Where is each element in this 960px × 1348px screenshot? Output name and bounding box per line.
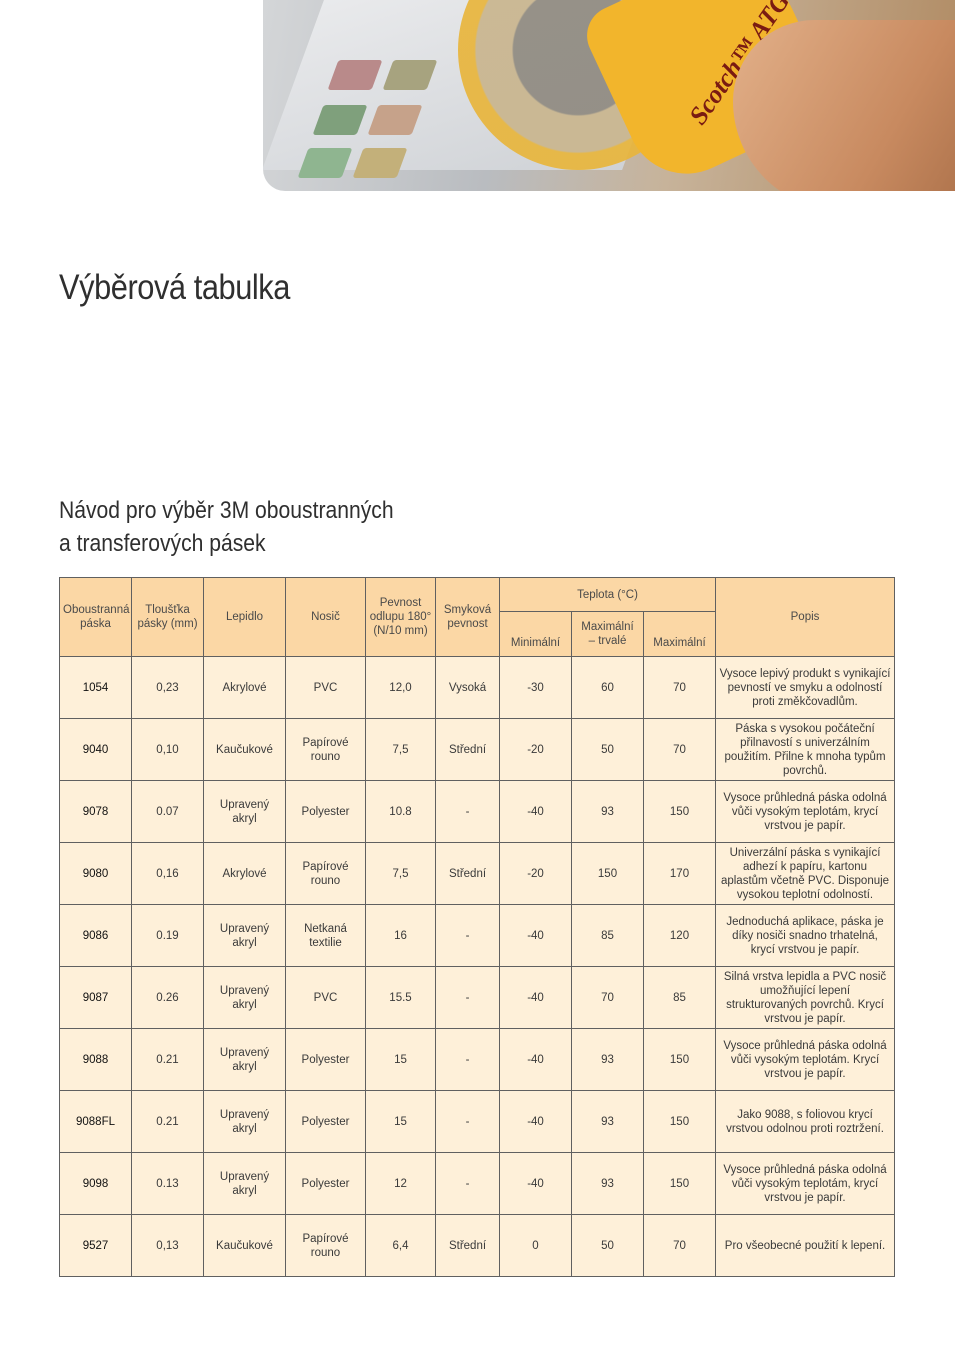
thickness-cell: 0.19 (132, 905, 204, 967)
temp-min-cell: -40 (500, 905, 572, 967)
thickness-cell: 0.26 (132, 967, 204, 1029)
temp-max-continuous-cell: 93 (572, 1091, 644, 1153)
header-adhesive: Lepidlo (204, 578, 286, 657)
table-row (60, 1091, 895, 1153)
shear-cell: - (436, 1029, 500, 1091)
carrier-cell: Papírové rouno (286, 1215, 366, 1277)
thickness-cell: 0.21 (132, 1091, 204, 1153)
carrier-cell: Papírové rouno (286, 719, 366, 781)
header-shear: Smyková pevnost (436, 578, 500, 657)
temp-max-cell: 170 (644, 843, 716, 905)
tape-code: 9086 (60, 905, 132, 967)
description-cell: Vysoce průhledná páska odolná vůči vysokým teplotám, krycí vrstvou je papír. (716, 1153, 895, 1215)
peel-cell: 15 (366, 1029, 436, 1091)
thickness-cell: 0.13 (132, 1153, 204, 1215)
temp-max-cell: 70 (644, 657, 716, 719)
table-row (60, 905, 895, 967)
temp-min-cell: -40 (500, 1029, 572, 1091)
page-title: Výběrová tabulka (59, 268, 290, 307)
tape-code: 9527 (60, 1215, 132, 1277)
tape-code: 9098 (60, 1153, 132, 1215)
temp-max-continuous-cell: 93 (572, 1153, 644, 1215)
adhesive-cell: Kaučukové (204, 1215, 286, 1277)
shear-cell: - (436, 1091, 500, 1153)
temp-max-cell: 150 (644, 781, 716, 843)
temp-min-cell: -40 (500, 967, 572, 1029)
thickness-cell: 0.21 (132, 1029, 204, 1091)
peel-cell: 6,4 (366, 1215, 436, 1277)
peel-cell: 15 (366, 1091, 436, 1153)
temp-min-cell: 0 (500, 1215, 572, 1277)
carrier-cell: Polyester (286, 1029, 366, 1091)
temp-min-cell: -40 (500, 781, 572, 843)
tape-code: 9080 (60, 843, 132, 905)
temp-min-cell: -20 (500, 843, 572, 905)
table-row (60, 1029, 895, 1091)
adhesive-cell: Upravený akryl (204, 1091, 286, 1153)
header-tape: Oboustranná páska (60, 578, 132, 657)
tape-code: 9088 (60, 1029, 132, 1091)
temp-min-cell: -40 (500, 1091, 572, 1153)
adhesive-cell: Upravený akryl (204, 1153, 286, 1215)
carrier-cell: PVC (286, 657, 366, 719)
peel-cell: 7,5 (366, 843, 436, 905)
header-carrier: Nosič (286, 578, 366, 657)
temp-max-continuous-cell: 50 (572, 1215, 644, 1277)
description-cell: Jako 9088, s foliovou krycí vrstvou odolnou proti roztržení. (716, 1091, 895, 1153)
header-temp-max-continuous-line2: – trvalé (588, 635, 627, 647)
swatch (298, 148, 353, 178)
carrier-cell: Papírové rouno (286, 843, 366, 905)
hero-photo (263, 0, 955, 191)
header-thickness: Tloušťka pásky (mm) (132, 578, 204, 657)
page-subtitle (59, 494, 394, 560)
table-row (60, 657, 895, 719)
hand (733, 20, 955, 191)
tape-code: 9078 (60, 781, 132, 843)
table-row (60, 1153, 895, 1215)
subtitle-line-2: a transferových pásek (59, 530, 266, 557)
carrier-cell: PVC (286, 967, 366, 1029)
adhesive-cell: Upravený akryl (204, 905, 286, 967)
temp-max-cell: 150 (644, 1091, 716, 1153)
table-row (60, 781, 895, 843)
peel-cell: 10.8 (366, 781, 436, 843)
carrier-cell: Polyester (286, 781, 366, 843)
thickness-cell: 0,16 (132, 843, 204, 905)
shear-cell: - (436, 781, 500, 843)
adhesive-cell: Upravený akryl (204, 1029, 286, 1091)
temp-max-cell: 70 (644, 1215, 716, 1277)
shear-cell: Střední (436, 1215, 500, 1277)
temp-max-continuous-cell: 60 (572, 657, 644, 719)
thickness-cell: 0,23 (132, 657, 204, 719)
temp-max-continuous-cell: 93 (572, 1029, 644, 1091)
adhesive-cell: Kaučukové (204, 719, 286, 781)
adhesive-cell: Upravený akryl (204, 781, 286, 843)
header-temp-min: Minimální (500, 612, 572, 657)
dispenser-brand: Scotch™ ATG (683, 0, 796, 130)
adhesive-cell: Akrylové (204, 843, 286, 905)
carrier-cell: Polyester (286, 1153, 366, 1215)
shear-cell: Střední (436, 719, 500, 781)
shear-cell: Vysoká (436, 657, 500, 719)
thickness-cell: 0,13 (132, 1215, 204, 1277)
description-cell: Vysoce průhledná páska odolná vůči vysokým teplotám. Krycí vrstvou je papír. (716, 1029, 895, 1091)
shear-cell: Střední (436, 843, 500, 905)
temp-max-continuous-cell: 70 (572, 967, 644, 1029)
table-row (60, 1215, 895, 1277)
header-temp-max-continuous (572, 612, 644, 657)
temp-max-cell: 150 (644, 1153, 716, 1215)
thickness-cell: 0.07 (132, 781, 204, 843)
temp-max-cell: 150 (644, 1029, 716, 1091)
temp-max-continuous-cell: 150 (572, 843, 644, 905)
selection-table (59, 577, 895, 1277)
description-cell: Vysoce lepivý produkt s vynikající pevností ve smyku a odolností proti změkčovadlům. (716, 657, 895, 719)
temp-max-cell: 120 (644, 905, 716, 967)
description-cell: Vysoce průhledná páska odolná vůči vysokým teplotám, krycí vrstvou je papír. (716, 781, 895, 843)
temp-min-cell: -40 (500, 1153, 572, 1215)
thickness-cell: 0,10 (132, 719, 204, 781)
header-temperature: Teplota (°C) (500, 578, 716, 612)
description-cell: Pro všeobecné použití k lepení. (716, 1215, 895, 1277)
table-row (60, 719, 895, 781)
shear-cell: - (436, 1153, 500, 1215)
shear-cell: - (436, 905, 500, 967)
description-cell: Univerzální páska s vynikající adhezí k papíru, kartonu aplastům včetně PVC. Disponuje vysokou teplotní odolností. (716, 843, 895, 905)
temp-max-cell: 85 (644, 967, 716, 1029)
temp-max-continuous-cell: 85 (572, 905, 644, 967)
description-cell: Páska s vysokou počáteční přilnavostí s univerzálním použitím. Přilne k mnoha typům povrchů. (716, 719, 895, 781)
header-temp-max-continuous-line1: Maximální (581, 621, 634, 633)
description-cell: Jednoduchá aplikace, páska je díky nosiči snadno trhatelná, krycí vrstvou je papír. (716, 905, 895, 967)
temp-min-cell: -30 (500, 657, 572, 719)
shear-cell: - (436, 967, 500, 1029)
header-temp-max: Maximální (644, 612, 716, 657)
carrier-cell: Polyester (286, 1091, 366, 1153)
tape-code: 1054 (60, 657, 132, 719)
temp-min-cell: -20 (500, 719, 572, 781)
tape-code: 9087 (60, 967, 132, 1029)
tape-code: 9040 (60, 719, 132, 781)
swatch (353, 148, 408, 178)
temp-max-continuous-cell: 50 (572, 719, 644, 781)
carrier-cell: Netkaná textilie (286, 905, 366, 967)
peel-cell: 12 (366, 1153, 436, 1215)
subtitle-line-1: Návod pro výběr 3M oboustranných (59, 497, 394, 524)
peel-cell: 16 (366, 905, 436, 967)
header-peel: Pevnost odlupu 180° (N/10 mm) (366, 578, 436, 657)
table-row (60, 967, 895, 1029)
peel-cell: 7,5 (366, 719, 436, 781)
temp-max-cell: 70 (644, 719, 716, 781)
header-description: Popis (716, 578, 895, 657)
adhesive-cell: Akrylové (204, 657, 286, 719)
peel-cell: 12,0 (366, 657, 436, 719)
description-cell: Silná vrstva lepidla a PVC nosič umožňující lepení strukturovaných povrchů. Krycí vrstvou je papír. (716, 967, 895, 1029)
adhesive-cell: Upravený akryl (204, 967, 286, 1029)
peel-cell: 15.5 (366, 967, 436, 1029)
tape-code: 9088FL (60, 1091, 132, 1153)
temp-max-continuous-cell: 93 (572, 781, 644, 843)
table-row (60, 843, 895, 905)
